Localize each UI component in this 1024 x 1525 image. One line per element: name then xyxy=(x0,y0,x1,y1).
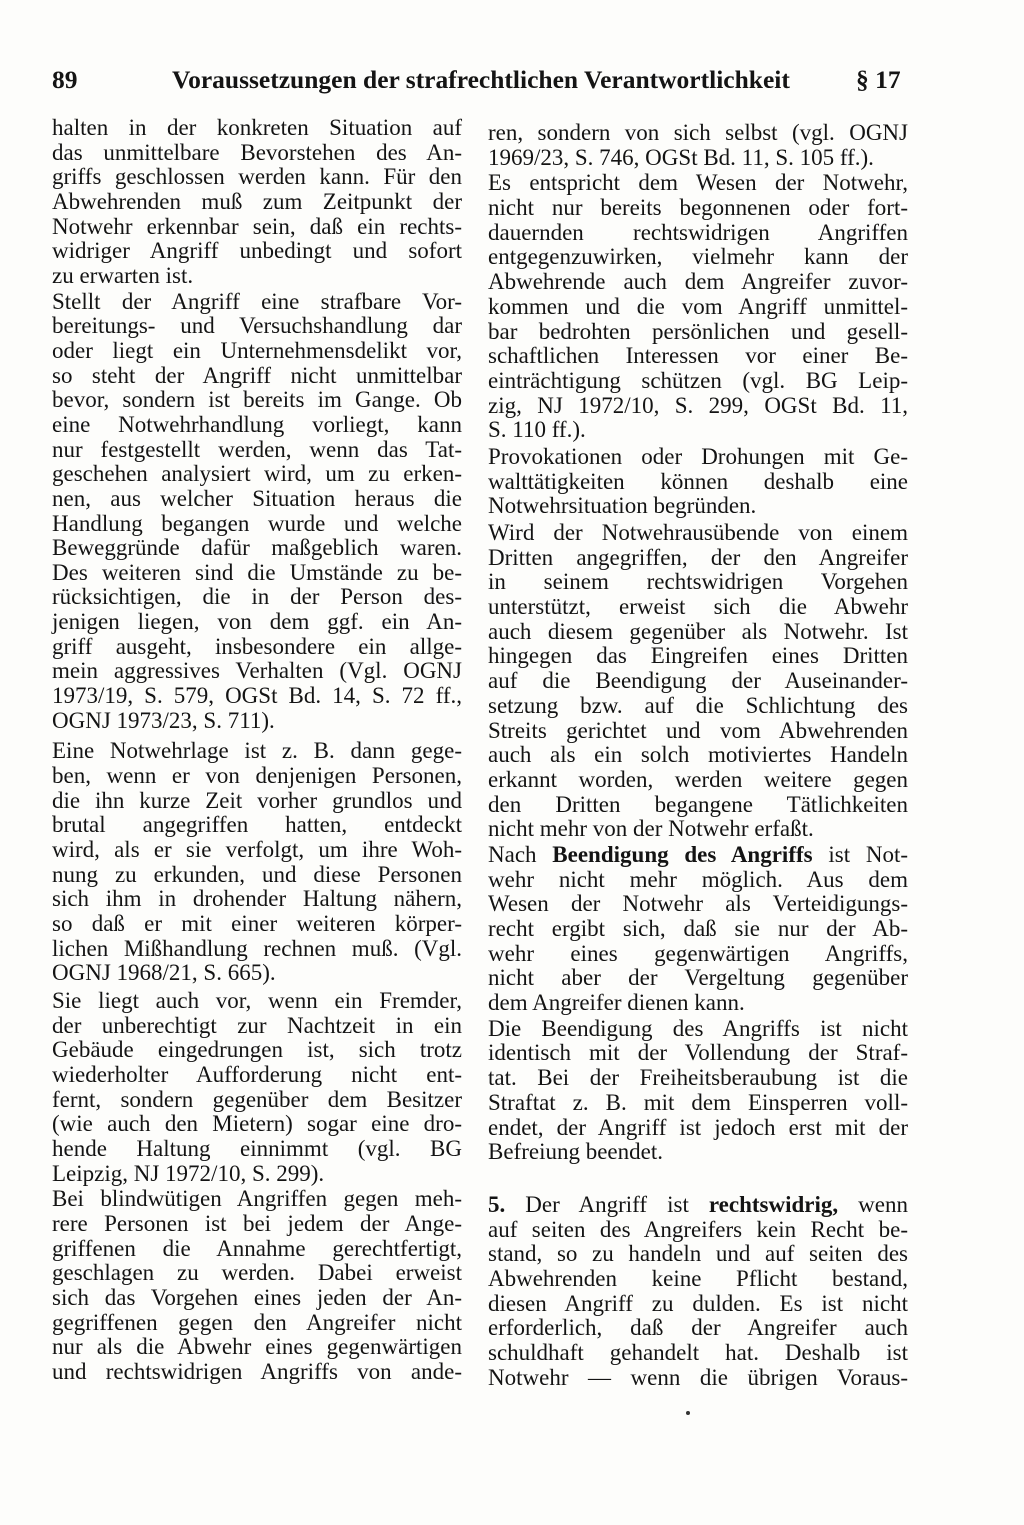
text-line: Wesen der Notwehr als Verteidigungs- xyxy=(488,891,908,917)
text-line: schaftlichen Interessen vor einer Be- xyxy=(488,343,908,369)
paragraph xyxy=(52,989,462,1186)
text-line: 1969/23, S. 746, OGSt Bd. 11, S. 105 ff.). xyxy=(488,144,874,170)
text-line: identisch mit der Vollendung der Straf- xyxy=(488,1040,908,1066)
paragraph xyxy=(52,116,462,289)
text-line: Provokationen oder Drohungen mit Ge- xyxy=(488,443,908,469)
text-line: Bei blindwütigen Angriffen gegen meh- xyxy=(52,1186,462,1212)
text-line: tat. Bei der Freiheitsberaubung ist die xyxy=(488,1065,908,1091)
text-line xyxy=(488,843,908,868)
text-line: nung zu erkunden, und diese Personen xyxy=(52,861,462,887)
text-line: Straftat z. B. mit dem Einsperren voll- xyxy=(488,1089,908,1115)
text-line: bevor, sondern ist bereits im Gange. Ob xyxy=(52,387,462,413)
text-line: Sie liegt auch vor, wenn ein Fremder, xyxy=(52,987,462,1013)
paragraph xyxy=(52,290,462,734)
text-line: lichen Mißhandlung rechnen muß. (Vgl. xyxy=(52,935,462,961)
text-line: (wie auch den Mietern) sogar eine dro- xyxy=(52,1111,462,1137)
text-line: erforderlich, daß der Angreifer auch xyxy=(488,1315,908,1341)
text-line: erkannt worden, werden weitere gegen xyxy=(488,766,908,792)
text-line: hingegen das Eingreifen eines Dritten xyxy=(488,643,908,669)
text-line: S. 110 ff.). xyxy=(488,417,586,443)
text-line: Gebäude eingedrungen ist, sich trotz xyxy=(52,1037,462,1063)
paragraph xyxy=(488,521,908,842)
text-line: nicht aber der Vergeltung gegenüber xyxy=(488,965,908,991)
line-text: ist Not- xyxy=(828,841,909,867)
text-line: Des weiteren sind die Umstände zu be- xyxy=(52,559,462,585)
text-line: griff ausgeht, insbesondere ein allge- xyxy=(52,633,462,659)
text-line: die ihn kurze Zeit vorher grundlos und xyxy=(52,787,462,813)
text-line: ben, wenn er von denjenigen Personen, xyxy=(52,763,462,789)
text-line: rücksichtigen, die in der Person des- xyxy=(52,584,462,610)
paragraph xyxy=(488,843,908,1016)
text-line: auf die Beendigung der Auseinander- xyxy=(488,668,908,694)
line-text: Nach xyxy=(488,841,537,867)
text-line: oder liegt ein Unternehmensdelikt vor, xyxy=(52,337,462,363)
section-number: § 17 xyxy=(856,65,901,94)
text-line: setzung bzw. auf die Schlichtung des xyxy=(488,692,908,718)
scan-speck xyxy=(686,1411,690,1415)
text-line: unterstützt, erweist sich die Abwehr xyxy=(488,594,908,620)
paragraph xyxy=(488,171,908,443)
text-line: ren, sondern von sich selbst (vgl. OGNJ xyxy=(488,120,908,145)
text-line: recht ergibt sich, daß sie nur der Ab- xyxy=(488,916,908,941)
text-line: halten in der konkreten Situation auf xyxy=(52,115,462,140)
running-title: Voraussetzungen der strafrechtlichen Verantwortlichkeit xyxy=(172,65,790,94)
left-column xyxy=(52,116,462,1384)
text-line: 1973/19, S. 579, OGSt Bd. 14, S. 72 ff., xyxy=(52,683,462,709)
text-line: diesen Angriff zu dulden. Es ist nicht xyxy=(488,1290,908,1316)
text-line: eine Notwehrhandlung vorliegt, kann xyxy=(52,411,462,437)
paragraph xyxy=(52,1187,462,1384)
paragraph xyxy=(488,445,908,519)
text-line: schuldhaft gehandelt hat. Deshalb ist xyxy=(488,1340,908,1365)
text-line: bereitungs- und Versuchshandlung dar xyxy=(52,313,462,339)
bold-term: Beendigung des Angriffs xyxy=(552,841,813,867)
text-line: Die Beendigung des Angriffs ist nicht xyxy=(488,1015,908,1041)
text-line: Eine Notwehrlage ist z. B. dann gege- xyxy=(52,738,462,764)
text-line: griffs geschlossen werden kann. Für den xyxy=(52,164,462,190)
text-line: Leipzig, NJ 1972/10, S. 299). xyxy=(52,1160,325,1186)
text-line: sich das Vorgehen eines jeden der An- xyxy=(52,1284,462,1310)
numbered-paragraph xyxy=(488,1193,908,1391)
text-line: auf seiten des Angreifers kein Recht be- xyxy=(488,1216,908,1242)
paragraph xyxy=(488,1017,908,1165)
text-line: nicht mehr von der Notwehr erfaßt. xyxy=(488,816,814,842)
text-line: Stellt der Angriff eine strafbare Vor- xyxy=(52,288,462,314)
text-line: walttätigkeiten können deshalb eine xyxy=(488,468,908,494)
text-line: nur festgestellt werden, wenn das Tat- xyxy=(52,436,462,462)
text-line: wehr nicht mehr möglich. Aus dem xyxy=(488,866,908,892)
text-line: wiederholter Aufforderung nicht ent- xyxy=(52,1061,462,1087)
text-line: endet, der Angriff ist jedoch erst mit der xyxy=(488,1114,908,1140)
text-line: nen, aus welcher Situation heraus die xyxy=(52,485,462,511)
text-line: nur als die Abwehr eines gegenwärtigen xyxy=(52,1334,462,1360)
text-line: zig, NJ 1972/10, S. 299, OGSt Bd. 11, xyxy=(488,392,908,418)
text-line: einträchtigung schützen (vgl. BG Leip- xyxy=(488,367,908,393)
text-line: OGNJ 1968/21, S. 665). xyxy=(52,960,276,986)
text-line: Handlung begangen wurde und welche xyxy=(52,510,462,536)
text-line: griffenen die Annahme gerechtfertigt, xyxy=(52,1235,462,1261)
text-line: den Dritten begangene Tätlichkeiten xyxy=(488,791,908,817)
text-line: zu erwarten ist. xyxy=(52,262,194,288)
line-text: Der Angriff ist xyxy=(525,1191,689,1217)
text-line xyxy=(488,1193,908,1218)
text-line: widriger Angriff unbedingt und sofort xyxy=(52,238,462,264)
text-line: jenigen liegen, von dem ggf. ein An- xyxy=(52,609,462,635)
right-column xyxy=(488,121,908,1390)
text-line: Befreiung beendet. xyxy=(488,1139,663,1165)
bold-term: rechtswidrig, xyxy=(708,1191,839,1217)
text-line: geschehen analysiert wird, um zu erken- xyxy=(52,461,462,487)
text-line: wehr eines gegenwärtigen Angriffs, xyxy=(488,940,908,966)
text-line: und rechtswidrigen Angriffs von ande- xyxy=(52,1358,462,1384)
text-line: OGNJ 1973/23, S. 711). xyxy=(52,707,275,733)
text-line: stand, so zu handeln und auf seiten des xyxy=(488,1241,908,1267)
text-line: Abwehrenden muß zum Zeitpunkt der xyxy=(52,188,462,214)
text-line: hende Haltung einnimmt (vgl. BG xyxy=(52,1135,462,1161)
text-line: entgegenzuwirken, vielmehr kann der xyxy=(488,244,908,270)
text-line: auch diesem gegenüber als Notwehr. Ist xyxy=(488,618,908,644)
text-line: wird, als er sie verfolgt, um ihre Woh- xyxy=(52,837,462,863)
text-line: Notwehr erkennbar sein, daß ein rechts- xyxy=(52,213,462,239)
text-line: Dritten angegriffen, der den Angreifer xyxy=(488,544,908,570)
text-line: Wird der Notwehrausübende von einem xyxy=(488,520,908,545)
text-line: brutal angegriffen hatten, entdeckt xyxy=(52,812,462,838)
text-line: Streits gerichtet und vom Abwehrenden xyxy=(488,717,908,743)
text-line: fernt, sondern gegenüber dem Besitzer xyxy=(52,1086,462,1112)
text-line: Beweggründe dafür maßgeblich waren. xyxy=(52,535,462,561)
text-line: in seinem rechtswidrigen Vorgehen xyxy=(488,569,908,595)
text-line: nicht nur bereits begonnenen oder fort- xyxy=(488,195,908,221)
text-line: Abwehrenden keine Pflicht bestand, xyxy=(488,1265,908,1291)
text-line: rere Personen ist bei jedem der Ange- xyxy=(52,1210,462,1236)
text-line: bar bedrohten persönlichen und gesell- xyxy=(488,318,908,344)
item-number: 5. xyxy=(488,1191,506,1217)
line-text: wenn xyxy=(858,1191,908,1217)
text-line: Notwehrsituation begründen. xyxy=(488,493,757,519)
text-line: dem Angreifer dienen kann. xyxy=(488,990,745,1016)
text-line: Notwehr — wenn die übrigen Voraus- xyxy=(488,1364,908,1390)
text-line: geschlagen zu werden. Dabei erweist xyxy=(52,1260,462,1286)
text-line: auch als ein solch motiviertes Handeln xyxy=(488,742,908,768)
text-line: gegriffenen gegen den Angreifer nicht xyxy=(52,1309,462,1335)
paragraph xyxy=(52,739,462,986)
text-line: kommen und die vom Angriff unmittel- xyxy=(488,293,908,319)
text-line: dauernden rechtswidrigen Angriffen xyxy=(488,219,908,245)
text-line: Es entspricht dem Wesen der Notwehr, xyxy=(488,170,908,196)
text-line: das unmittelbare Bevorstehen des An- xyxy=(52,139,462,165)
text-line: Abwehrende auch dem Angreifer zuvor- xyxy=(488,269,908,295)
paragraph xyxy=(488,121,908,170)
text-line: so steht der Angriff nicht unmittelbar xyxy=(52,362,462,388)
page-number: 89 xyxy=(52,65,78,94)
text-line: der unberechtigt zur Nachtzeit in ein xyxy=(52,1012,462,1038)
text-line: sich ihm in drohender Haltung nähern, xyxy=(52,886,462,912)
text-line: so daß er mit einer weiteren körper- xyxy=(52,911,462,936)
text-line: mein aggressives Verhalten (Vgl. OGNJ xyxy=(52,658,462,684)
